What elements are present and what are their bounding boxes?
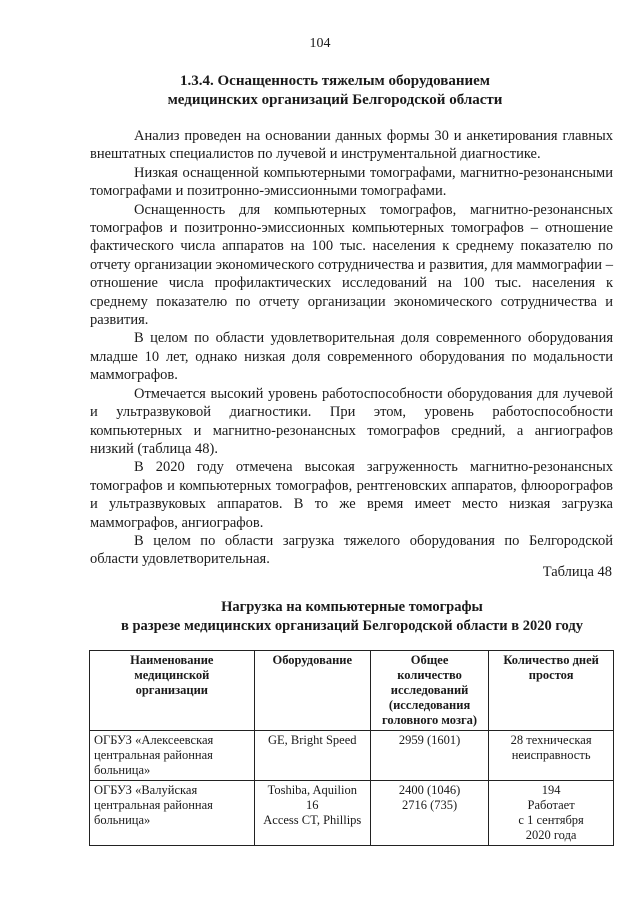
table-row: [90, 781, 614, 846]
paragraph: В целом по области удовлетворительная доля современного оборудования младше 10 лет, однако низкая доля современного оборудования по модальности маммографов.: [90, 330, 613, 384]
table-header-row: [90, 651, 614, 731]
table-row: [90, 731, 614, 781]
paragraph: Оснащенность для компьютерных томографов, магнитно-резонансных томографов и позитронно-эмиссионных компьютерных томографов – отношение фактического числа аппаратов на 100 тыс. населения к среднему показателю по отчету организации экономического сотрудничества и развития, для маммографии – отношение числа профилактических исследований на 100 тыс. населения к среднему показателю по отчету организации экономического сотрудничества и развития.: [90, 201, 613, 329]
header-idle-days: Количество дней простоя: [489, 651, 614, 731]
paragraph: Низкая оснащенной компьютерными томографами, магнитно-резонансными томографами и позитронно-эмиссионными томографами.: [90, 164, 613, 200]
cell-equipment: Toshiba, Aquilion 16 Access CT, Phillips: [254, 781, 370, 846]
paragraph: В 2020 году отмечена высокая загруженность магнитно-резонансных томографов и компьютерных томографов, рентгеновских аппаратов, флюорографов и ультразвуковых аппаратов. В то же время имеет место низкая загрузка маммографов, ангиографов.: [90, 459, 613, 531]
cell-idle-days: 194 Работает с 1 сентября 2020 года: [489, 781, 614, 846]
cell-total: 2400 (1046) 2716 (735): [370, 781, 488, 846]
paragraph: Отмечается высокий уровень работоспособности оборудования для лучевой и ультразвуковой диагностики. При этом, уровень работоспособности компьютерных и магнитно-резонансных томографов средний, а ангиографов низкий (таблица 48).: [90, 385, 613, 457]
page-number: 104: [309, 36, 331, 51]
section-heading-line-1: 1.3.4. Оснащенность тяжелым оборудованием: [180, 73, 490, 89]
header-total: Общее количество исследований (исследования головного мозга): [370, 651, 488, 731]
section-heading: [90, 72, 580, 110]
cell-equipment: GE, Bright Speed: [254, 731, 370, 781]
table-title-line-2: в разрезе медицинских организаций Белгородской области в 2020 году: [121, 618, 583, 634]
cell-idle-days: 28 техническая неисправность: [489, 731, 614, 781]
table-title-line-1: Нагрузка на компьютерные томографы: [221, 599, 483, 615]
cell-org: ОГБУЗ «Валуйская центральная районная больница»: [90, 781, 255, 846]
cell-total: 2959 (1601): [370, 731, 488, 781]
paragraph: В целом по области загрузка тяжелого оборудования по Белгородской области удовлетворительная.: [90, 532, 613, 568]
paragraph: Анализ проведен на основании данных формы 30 и анкетирования главных внештатных специалистов по лучевой и инструментальной диагностике.: [90, 128, 613, 163]
table-label: Таблица 48: [542, 564, 612, 580]
section-heading-line-2: медицинских организаций Белгородской области: [167, 92, 503, 108]
cell-org: ОГБУЗ «Алексеевская центральная районная больница»: [90, 731, 255, 781]
header-equipment: Оборудование: [254, 651, 370, 731]
body-text: [90, 127, 613, 569]
ct-load-table: [89, 650, 614, 846]
table-title: [92, 598, 612, 636]
header-org: Наименование медицинской организации: [90, 651, 255, 731]
